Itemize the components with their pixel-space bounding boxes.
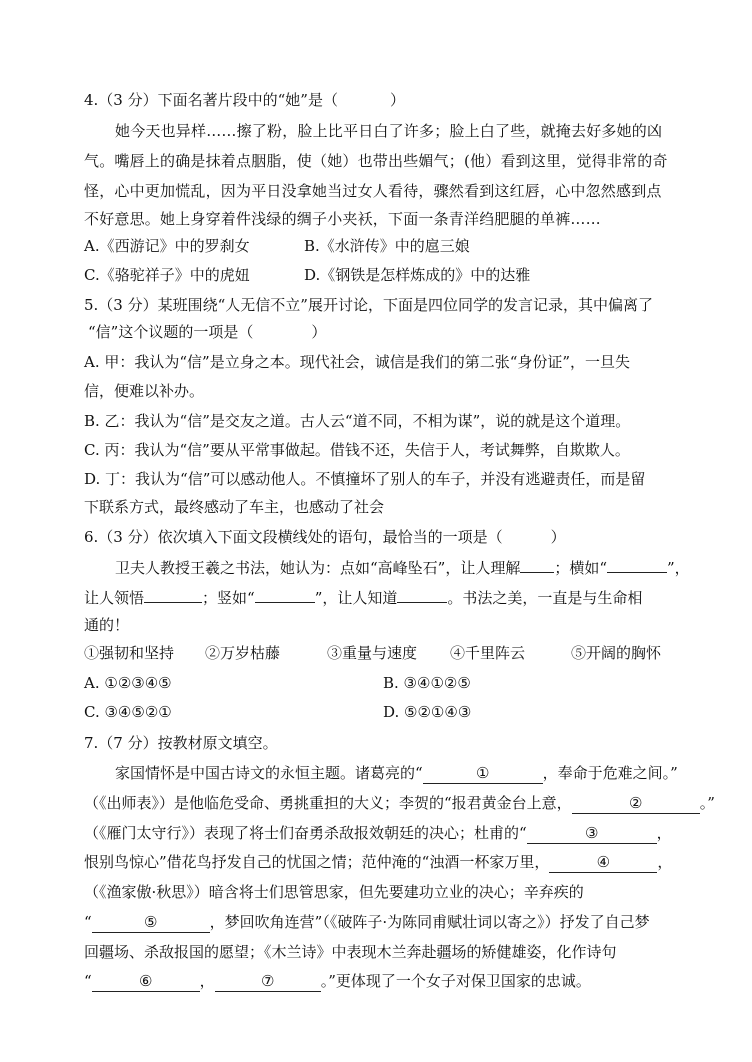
q6-item-3: ③重量与速度 — [327, 644, 418, 662]
q5-option-c: C. 丙：我认为“信”要从平常事做起。借钱不还，失信于人，考试舞弊，自欺欺人。 — [84, 441, 630, 459]
q7-blank-2: ② — [572, 793, 700, 814]
q7-line — [115, 763, 678, 784]
q7-text: ， — [657, 853, 673, 871]
q4-option-c: C.《骆驼祥子》中的虎妞 — [84, 266, 250, 284]
q5-stem: 5.（3 分）某班围绕“人无信不立”展开讨论，下面是四位同学的发言记录，其中偏离了 — [84, 296, 653, 314]
q7-blank-4: ④ — [549, 852, 657, 873]
q4-passage-line: 她今天也异样……擦了粉，脸上比平日白了许多；脸上白了些，就掩去好多她的凶 — [115, 122, 663, 140]
q7-text: ，梦回吹角连营”（《破阵子·为陈同甫赋壮词以寄之》）抒发了自己梦 — [209, 913, 650, 931]
q6-stem-close: ） — [550, 528, 566, 546]
q7-text: 家国情怀是中国古诗文的永恒主题。诸葛亮的“ — [115, 764, 423, 782]
q6-option-b: B. ③④①②⑤ — [383, 674, 471, 692]
q7-blank-6: ⑥ — [92, 971, 200, 992]
q7-line: 回疆场、杀敌报国的愿望；《木兰诗》中表现木兰奔赴疆场的矫健雄姿，化作诗句 — [84, 943, 617, 961]
q6-option-a: A. ①②③④⑤ — [84, 674, 172, 692]
q6-text: ；横如“ — [554, 559, 608, 577]
q4-stem-close: ） — [389, 91, 405, 109]
q4-passage-line: 不好意思。她上身穿着件浅绿的绸子小夹袄，下面一条青洋绉肥腿的单裤…… — [84, 210, 601, 228]
q4-option-d: D.《钢铁是怎样炼成的》中的达雅 — [304, 266, 531, 284]
q6-text: ”，让人知道 — [314, 589, 398, 607]
q5-option-b: B. 乙：我认为“信”是交友之道。古人云“道不同，不相为谋”，说的就是这个道理。 — [84, 412, 631, 430]
q7-text: “ — [84, 913, 92, 931]
q6-blank — [520, 556, 554, 573]
q7-line: （《渔家傲·秋思》）暗含将士们思管思家，但先要建功立业的决心；辛弃疾的 — [84, 883, 584, 901]
q6-passage-line: 通的！ — [84, 616, 130, 634]
q6-blank — [607, 556, 667, 573]
q5-stem-close: ） — [311, 323, 327, 341]
q7-text: ，奉命于危难之间。” — [542, 764, 678, 782]
q7-line — [84, 852, 672, 873]
q6-text: 让人领悟 — [84, 589, 145, 607]
q6-option-c: C. ③④⑤②① — [84, 703, 172, 721]
q6-stem-text: 6.（3 分）依次填入下面文段横线处的语句，最恰当的一项是（ — [84, 528, 503, 546]
q7-text: ， — [199, 972, 215, 990]
q7-text: （《出师表》）是他临危受命、勇挑重担的大义；李贺的“报君黄金台上意， — [84, 794, 572, 812]
q6-item-4: ④千里阵云 — [450, 644, 526, 662]
q6-stem — [84, 527, 566, 547]
q7-line — [84, 912, 650, 933]
q7-text: “ — [84, 972, 92, 990]
q7-line — [84, 823, 672, 844]
q7-blank-3: ③ — [527, 823, 657, 844]
q6-item-5: ⑤开阔的胸怀 — [571, 644, 662, 662]
q6-passage-line — [115, 556, 690, 578]
q6-text: 。书法之美，一直是与生命相 — [447, 589, 643, 607]
q7-stem: 7.（7 分）按教材原文填空。 — [84, 734, 278, 752]
q6-text: ；竖如“ — [202, 589, 255, 607]
q6-item-2: ②万岁枯藤 — [205, 644, 281, 662]
q6-option-d: D. ⑤②①④③ — [383, 703, 472, 721]
q6-blank — [397, 586, 447, 603]
q5-stem-cont — [88, 322, 326, 342]
q4-passage-line: 怪，心中更加慌乱，因为平日没拿她当过女人看待，骤然看到这红唇，心中忽然感到点 — [84, 182, 662, 200]
q7-line — [84, 793, 715, 814]
q7-text: 。” — [699, 794, 715, 812]
q4-passage-line: 气。嘴唇上的确是抹着点胭脂，使（她）也带出些媚气；(他）看到这里，觉得非常的奇 — [84, 152, 668, 170]
q6-blank — [255, 586, 315, 603]
q5-option-d: D. 丁：我认为“信”可以感动他人。不慎撞坏了别人的车子，并没有逃避责任，而是留 — [84, 470, 646, 488]
q4-stem — [84, 90, 405, 110]
q7-text: 恨别鸟惊心”借花鸟抒发自己的忧国之情；范仲淹的“浊酒一杯家万里， — [84, 853, 550, 871]
q7-line — [84, 971, 591, 992]
q4-stem-text: 4.（3 分）下面名著片段中的“她”是（ — [84, 91, 338, 109]
q7-blank-1: ① — [423, 763, 543, 784]
q5-option-a: A. 甲：我认为“信”是立身之本。现代社会，诚信是我们的第二张“身份证”，一旦失 — [84, 353, 631, 371]
q7-text: 。”更体现了一个女子对保卫国家的忠诚。 — [320, 972, 591, 990]
q7-blank-5: ⑤ — [92, 912, 210, 933]
q4-option-a: A.《西游记》中的罗刹女 — [84, 237, 250, 255]
q7-text: ， — [656, 824, 672, 842]
q4-option-b: B.《水浒传》中的扈三娘 — [304, 237, 470, 255]
q6-text: ”， — [667, 559, 690, 577]
q5-stem-text: “信”这个议题的一项是（ — [88, 323, 254, 341]
q6-blank — [144, 586, 202, 603]
q7-blank-7: ⑦ — [215, 971, 321, 992]
q5-option-a-cont: 信，便难以补办。 — [84, 382, 205, 400]
q5-option-d-cont: 下联系方式，最终感动了车主，也感动了社会 — [84, 498, 385, 516]
q6-passage-line — [84, 586, 642, 608]
q6-item-1: ①强韧和坚持 — [84, 644, 175, 662]
q7-text: （《雁门太守行》）表现了将士们奋勇杀敌报效朝廷的决心；杜甫的“ — [84, 824, 527, 842]
q6-text: 卫夫人教授王羲之书法，她认为：点如“高峰坠石”，让人理解 — [115, 559, 521, 577]
